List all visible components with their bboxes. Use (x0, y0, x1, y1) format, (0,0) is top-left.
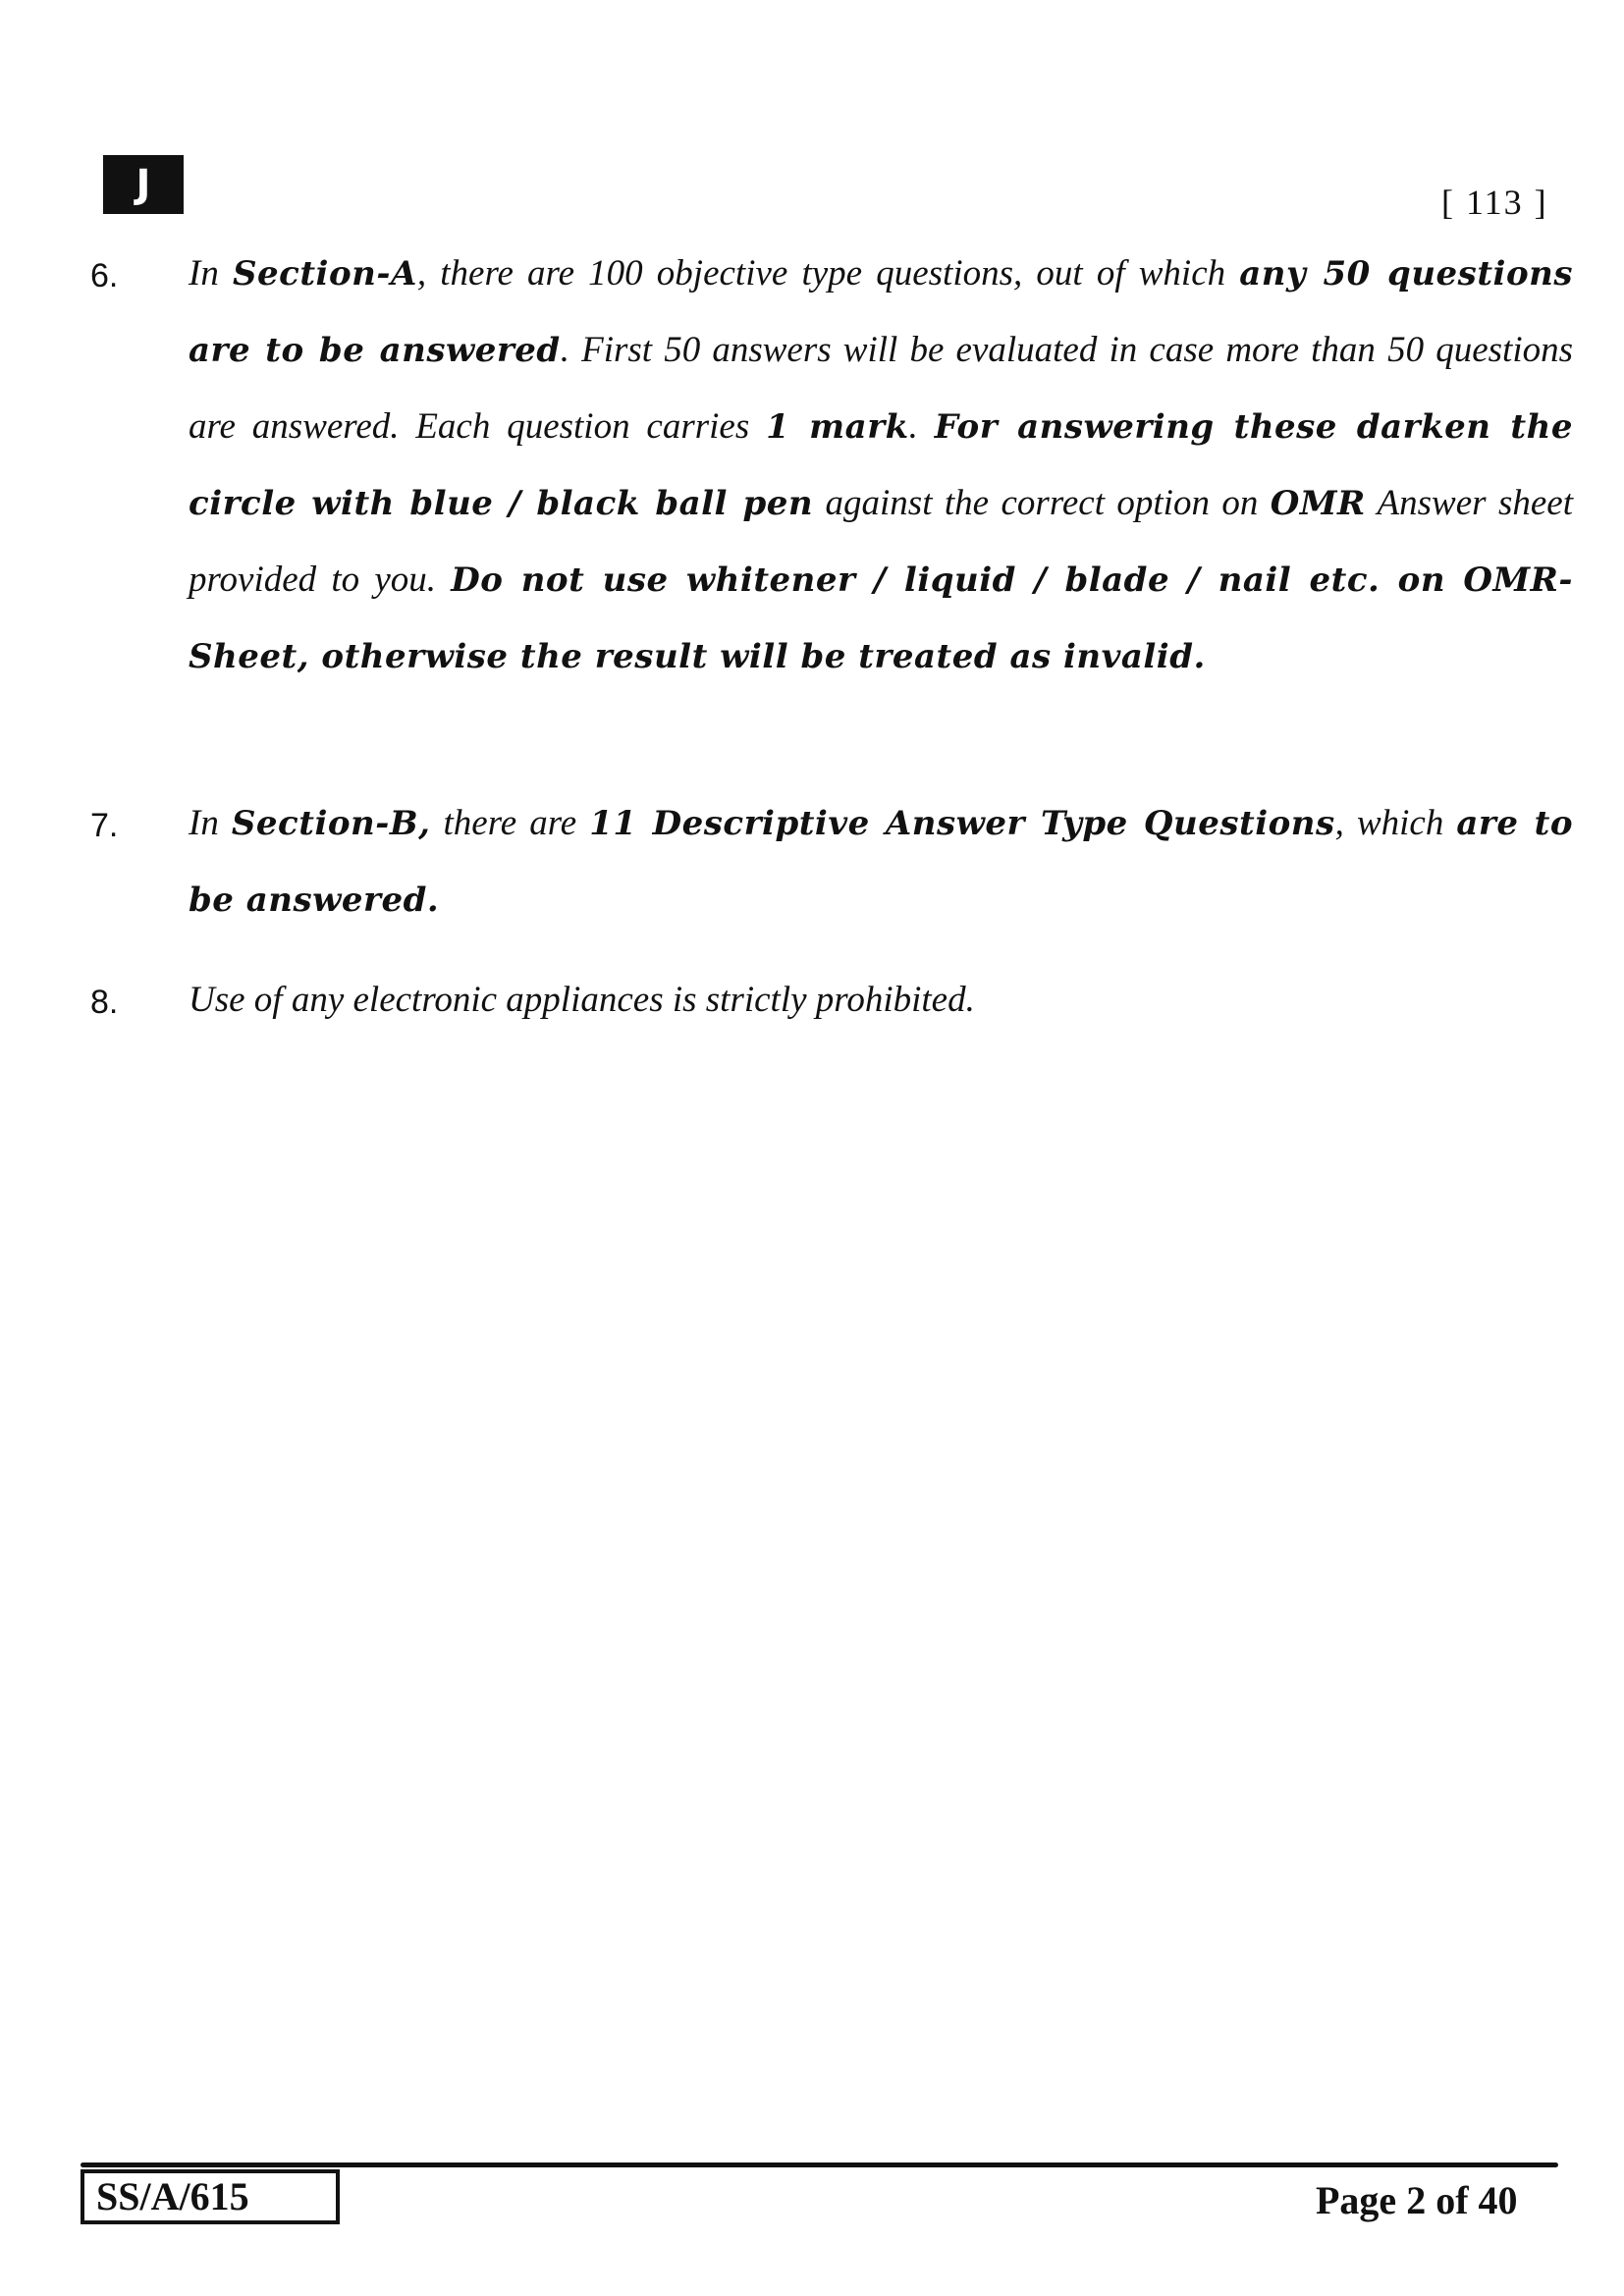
text: . (908, 406, 935, 447)
bold-text: Do not use whitener / liquid / blade / nail etc. on OMR-Sheet, otherwise the result will be treated as invalid. (189, 561, 1573, 676)
paper-code: SS/A/615 (81, 2169, 340, 2224)
text: , which (1334, 803, 1457, 843)
instruction-number: 6. (90, 257, 119, 294)
instruction-text (189, 785, 1573, 938)
instruction-text (189, 236, 1573, 695)
bold-text: Section-B, (231, 804, 431, 843)
text: In (189, 253, 233, 294)
text: against the correct option on (813, 483, 1271, 523)
page-number: Page 2 of 40 (1316, 2178, 1518, 2222)
bold-text: For answering these darken the circle with blue / black ball pen (189, 407, 1573, 523)
instruction-number: 7. (90, 807, 119, 844)
set-code-badge: J (103, 155, 184, 214)
bold-text: any 50 questions are to be answered (189, 254, 1573, 370)
text: there are (430, 803, 590, 843)
instruction-text (189, 962, 1573, 1039)
bold-text: 1 mark (766, 407, 909, 447)
page-reference: [ 113 ] (1441, 183, 1548, 222)
bold-text: OMR (1270, 484, 1366, 523)
bold-text: 11 Descriptive Answer Type Questions (589, 804, 1335, 843)
bold-text: are to be answered. (189, 804, 1573, 920)
text: In (189, 803, 232, 843)
instruction-number: 8. (90, 984, 119, 1021)
footer-rule (81, 2163, 1558, 2167)
text: Answer sheet provided to you. (189, 483, 1573, 600)
bold-text: Section-A (232, 254, 417, 294)
text: , there are 100 objective type questions, out of which (416, 253, 1240, 294)
text: . First 50 answers will be evaluated in case more than 50 questions are answered. Each question carries (189, 330, 1573, 447)
text: Use of any electronic appliances is strictly prohibited. (189, 980, 975, 1020)
